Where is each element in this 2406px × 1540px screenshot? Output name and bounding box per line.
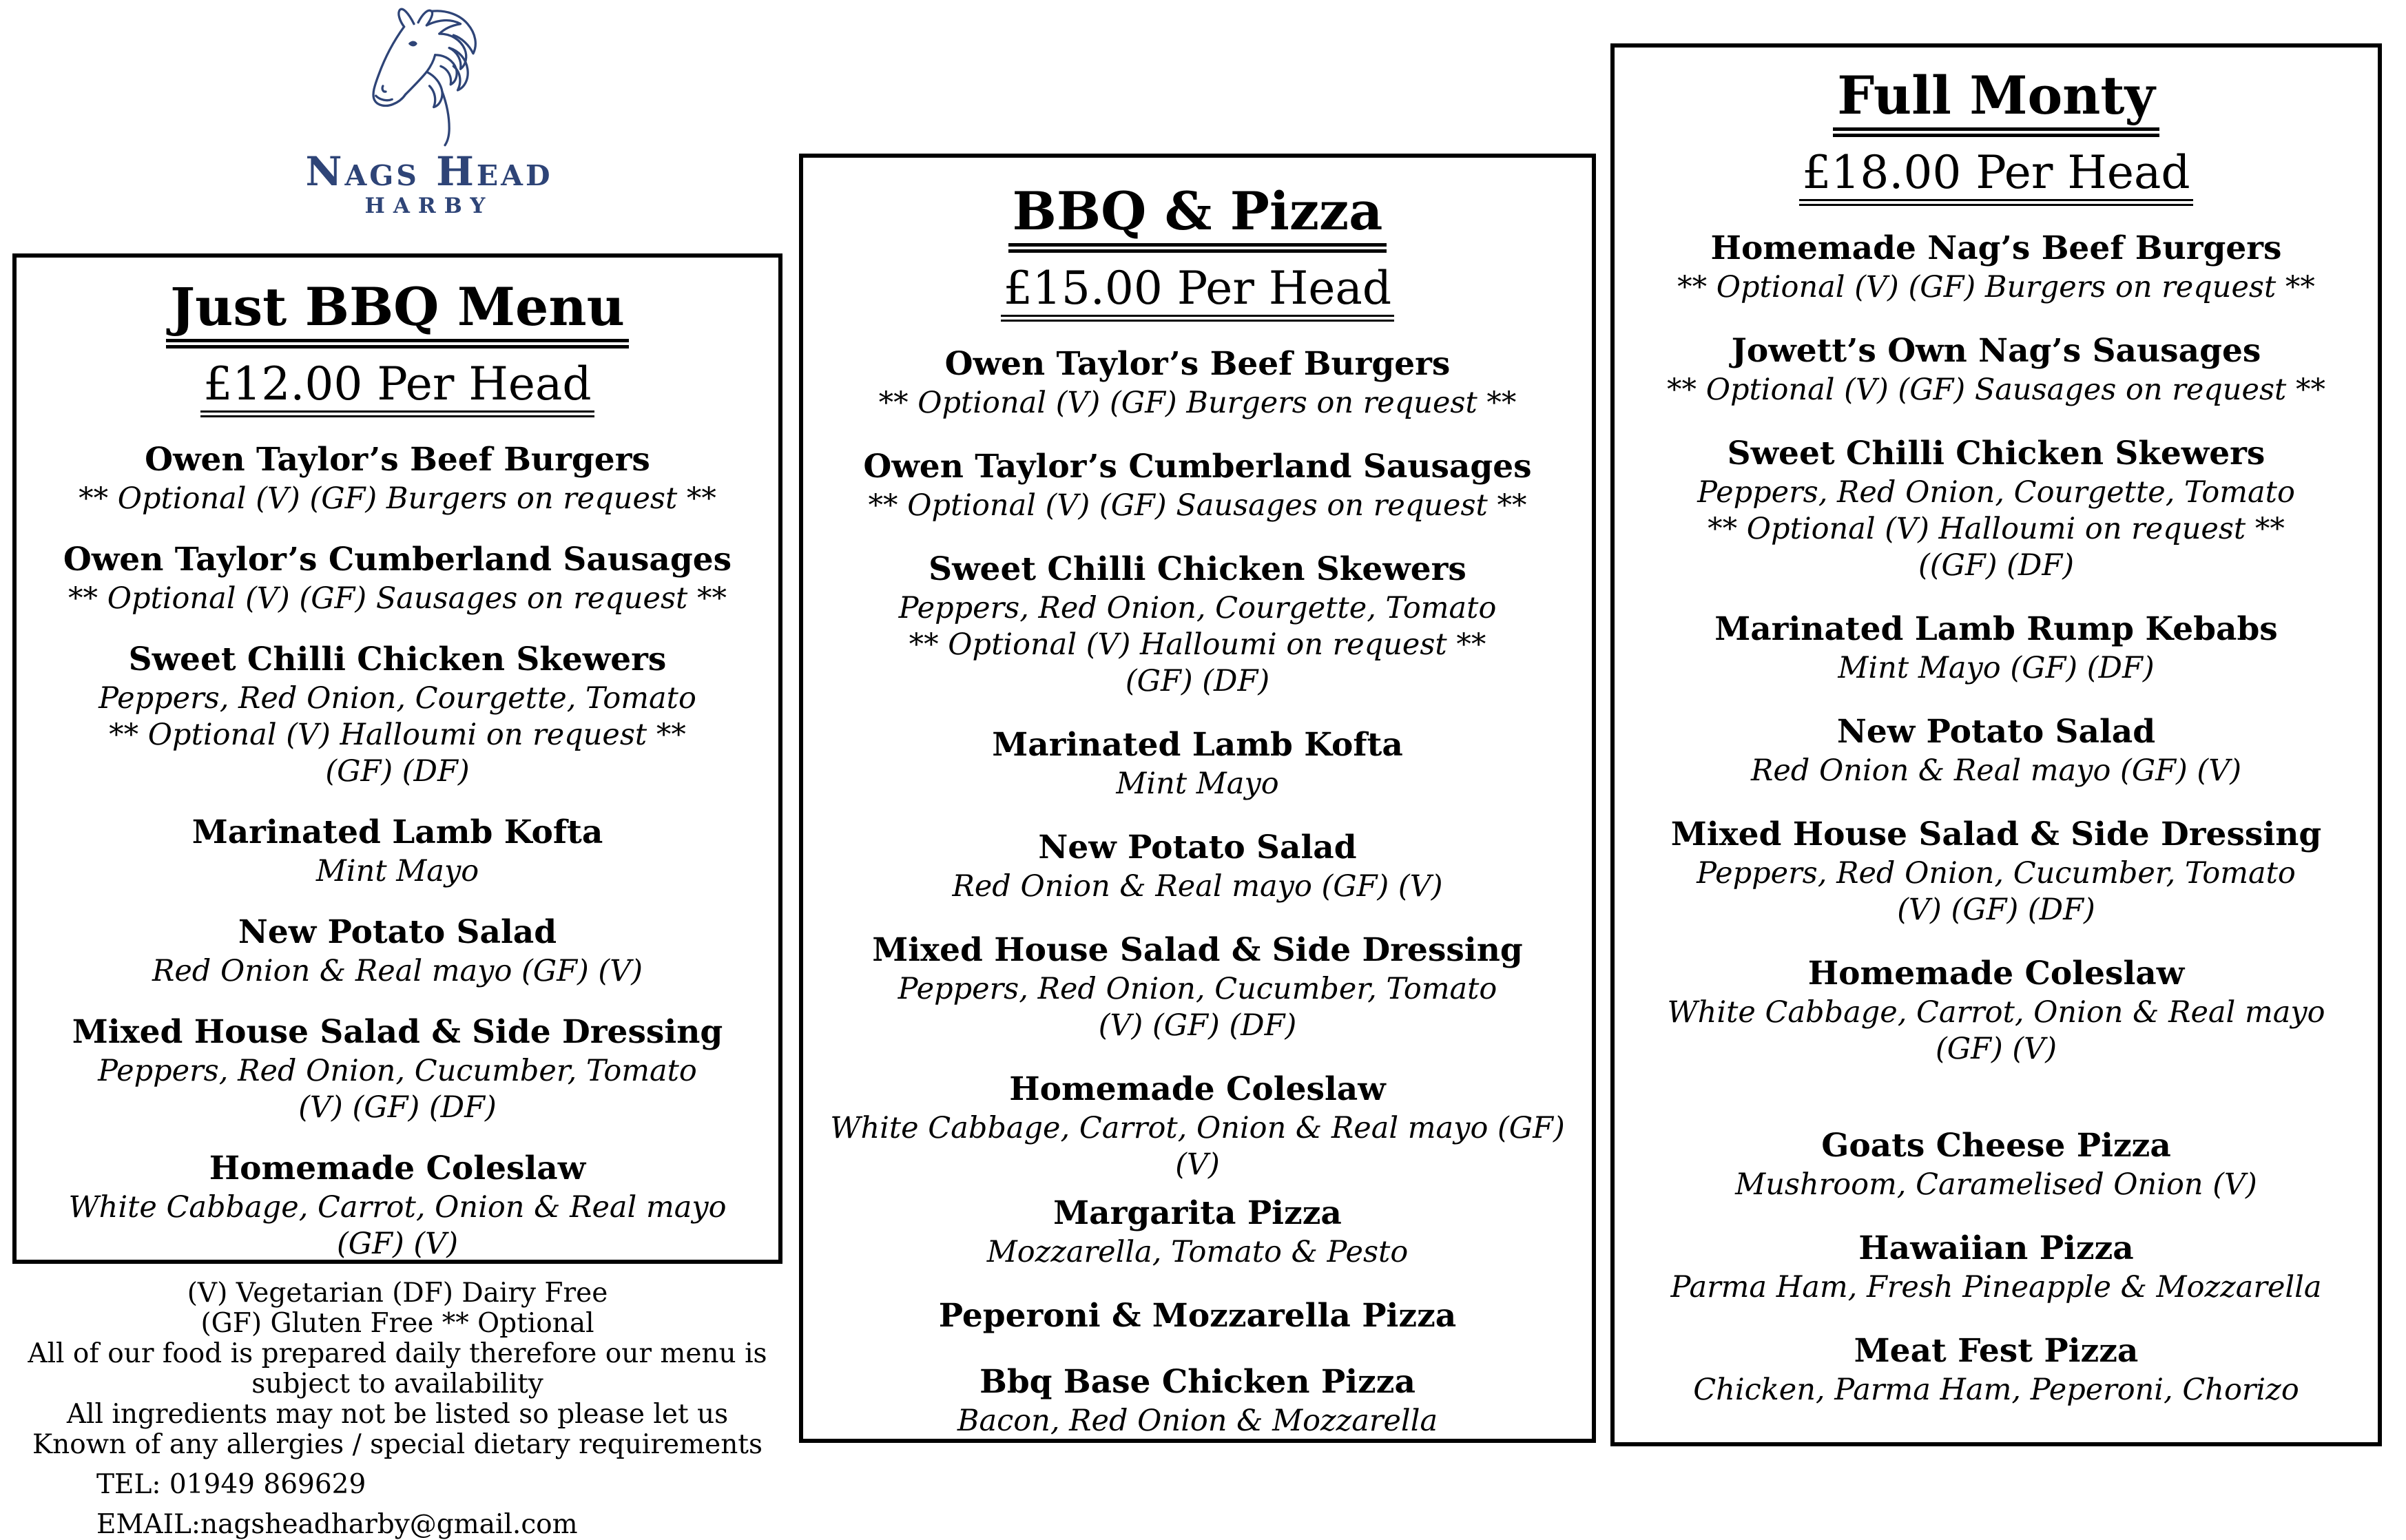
item-desc-line: (GF) (V) [1935,1032,2057,1066]
item-desc-line: Peppers, Red Onion, Cucumber, Tomato [98,1054,697,1088]
menu-column-just-bbq [12,253,782,1264]
item-desc-line: ((GF) (DF) [1918,548,2075,583]
item-list [17,439,778,1262]
item-desc-line: Red Onion & Real mayo (GF) (V) [152,954,643,988]
menu-item [821,1296,1574,1337]
item-name: Owen Taylor’s Beef Burgers [944,345,1451,383]
column-price-text: £12.00 Per Head [200,357,594,417]
item-desc-line: Peppers, Red Onion, Cucumber, Tomato [898,972,1497,1006]
menu-item [821,827,1574,905]
column-price [1615,144,2378,202]
item-desc-line: (V) (GF) (DF) [1098,1008,1297,1043]
column-price [803,260,1592,318]
horse-head-icon [359,3,500,151]
item-desc-line: Parma Ham, Fresh Pineapple & Mozzarella [1670,1270,2322,1304]
item-desc-line: (GF) (V) [336,1227,458,1261]
item-name: Meat Fest Pizza [1854,1332,2139,1370]
menu-item [821,446,1574,524]
footer-centered-lines [12,1278,782,1460]
menu-item [821,930,1574,1044]
footer-contact-line: TEL: 01949 869629 [96,1469,366,1500]
menu-item [1632,331,2360,408]
item-name: Sweet Chilli Chicken Skewers [929,550,1466,588]
item-name: Mixed House Salad & Side Dressing [72,1013,723,1051]
item-name: New Potato Salad [1038,829,1357,866]
item-name: Sweet Chilli Chicken Skewers [1727,435,2265,472]
item-desc-line: Mushroom, Caramelised Onion (V) [1735,1167,2257,1202]
menu-item [821,1069,1574,1183]
item-desc-line: White Cabbage, Carrot, Onion & Real mayo (GF) [830,1111,1565,1145]
item-name: Homemade Coleslaw [1807,955,2185,992]
item-name: Peperoni & Mozzarella Pizza [938,1297,1457,1335]
item-name: Homemade Coleslaw [1009,1070,1386,1108]
item-desc-line: ** Optional (V) (GF) Burgers on request ** [79,481,716,516]
menu-item [34,812,760,890]
item-name: Marinated Lamb Kofta [191,813,603,851]
item-name: Owen Taylor’s Cumberland Sausages [863,448,1532,486]
item-name: Owen Taylor’s Beef Burgers [145,441,650,479]
menu-item [1632,1125,2360,1203]
column-title [803,178,1592,244]
footer-line: (V) Vegetarian (DF) Dairy Free [187,1278,608,1309]
footer-line: subject to availability [251,1369,543,1399]
menu-item [34,439,760,517]
item-desc-line: (V) (GF) (DF) [1897,893,2095,927]
item-list [803,344,1592,1439]
menu-item [821,344,1574,422]
item-name: Goats Cheese Pizza [1821,1127,2171,1165]
item-name: Sweet Chilli Chicken Skewers [128,641,667,678]
logo [288,3,570,218]
item-desc-line: ** Optional (V) (GF) Burgers on request ** [1677,270,2315,304]
item-name: New Potato Salad [238,913,557,951]
item-name: Homemade Coleslaw [209,1149,586,1187]
column-title-text: Full Monty [1833,65,2159,137]
item-name: Mixed House Salad & Side Dressing [872,931,1523,969]
item-desc-line: (GF) (DF) [1125,664,1270,698]
item-desc-line: Bacon, Red Onion & Mozzarella [957,1404,1438,1438]
footer-contact-line: EMAIL:nagsheadharby@gmail.com [96,1509,578,1540]
footer-line: (GF) Gluten Free ** Optional [200,1308,594,1339]
item-name: Homemade Nag’s Beef Burgers [1710,229,2282,267]
item-desc-line: Mint Mayo (GF) (DF) [1838,651,2155,685]
item-name: New Potato Salad [1836,713,2156,751]
menu-item [1632,814,2360,928]
menu-column-bbq-pizza [799,154,1596,1443]
item-name: Bbq Base Chicken Pizza [979,1363,1415,1401]
item-desc-line: ** Optional (V) (GF) Sausages on request ** [1667,373,2325,407]
item-desc-line: Peppers, Red Onion, Courgette, Tomato [1697,475,2295,510]
item-desc-line: (V) [1175,1147,1220,1182]
item-name: Margarita Pizza [1053,1194,1342,1232]
item-name: Marinated Lamb Kofta [992,726,1403,764]
item-desc-line: Red Onion & Real mayo (GF) (V) [952,869,1443,904]
menu-item [821,725,1574,802]
logo-name: Nags Head [305,148,553,195]
menu-item [34,912,760,990]
item-desc-line: White Cabbage, Carrot, Onion & Real mayo [1667,995,2325,1030]
footer [12,1278,782,1540]
menu-item [1632,1228,2360,1306]
menu-item [34,639,760,790]
menu-item [821,1193,1574,1271]
column-price-text: £18.00 Per Head [1799,146,2192,206]
column-title [17,274,778,340]
item-desc-line: ** Optional (V) Halloumi on request ** [1708,512,2285,546]
item-desc-line: Chicken, Parma Ham, Peperoni, Chorizo [1693,1373,2299,1407]
column-price [17,355,778,413]
menu-item [1632,711,2360,789]
footer-line: All of our food is prepared daily therefore our menu is [28,1338,767,1369]
item-desc-line: White Cabbage, Carrot, Onion & Real mayo [68,1190,727,1225]
item-desc-line: Mint Mayo [315,854,479,888]
column-title [1615,63,2378,129]
footer-contact-lines [12,1470,782,1540]
item-desc-line: Mozzarella, Tomato & Pesto [986,1235,1409,1269]
menu-item [1632,1331,2360,1408]
item-name: Mixed House Salad & Side Dressing [1670,815,2322,853]
menu-item [1632,228,2360,306]
footer-line: All ingredients may not be listed so please let us [66,1399,729,1430]
menu-column-full-monty [1610,43,2382,1446]
menu-item [34,1012,760,1126]
item-desc-line: ** Optional (V) (GF) Sausages on request ** [868,488,1527,523]
menu-item [821,549,1574,700]
menu-item [34,1148,760,1262]
menu-item [1632,953,2360,1068]
item-desc-line: (V) (GF) (DF) [298,1090,497,1125]
item-desc-line: (GF) (DF) [325,754,470,789]
item-list [1615,228,2378,1408]
item-name: Marinated Lamb Rump Kebabs [1714,610,2278,648]
item-desc-line: ** Optional (V) (GF) Sausages on request ** [68,581,727,616]
menu-item [821,1362,1574,1439]
item-name: Jowett’s Own Nag’s Sausages [1731,332,2261,370]
item-desc-line: Red Onion & Real mayo (GF) (V) [1750,753,2242,788]
column-title-text: BBQ & Pizza [1008,180,1387,253]
logo-location: HARBY [364,194,494,218]
item-name: Owen Taylor’s Cumberland Sausages [63,541,732,579]
item-desc-line: ** Optional (V) Halloumi on request ** [909,627,1486,662]
item-desc-line: Mint Mayo [1116,767,1279,801]
item-desc-line: ** Optional (V) Halloumi on request ** [109,718,686,752]
menu-item [1632,609,2360,687]
column-price-text: £15.00 Per Head [1001,262,1394,322]
item-name: Hawaiian Pizza [1858,1229,2134,1267]
menu-item [34,539,760,617]
column-title-text: Just BBQ Menu [166,276,629,348]
menu-item [1632,433,2360,584]
item-desc-line: Peppers, Red Onion, Cucumber, Tomato [1697,856,2296,891]
footer-line: Known of any allergies / special dietary requirements [32,1429,763,1460]
item-desc-line: Peppers, Red Onion, Courgette, Tomato [98,681,696,716]
item-desc-line: ** Optional (V) (GF) Burgers on request ** [878,386,1517,420]
item-desc-line: Peppers, Red Onion, Courgette, Tomato [898,591,1497,625]
